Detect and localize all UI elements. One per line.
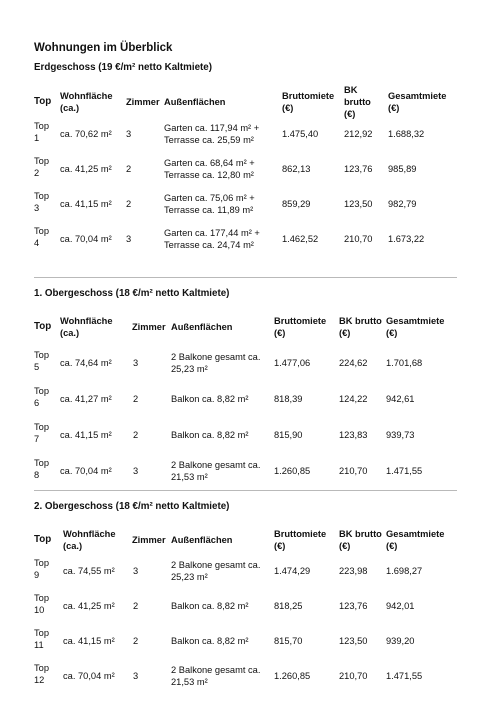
wohnflaeche-cell: ca. 41,27 m² — [60, 394, 112, 404]
aussenflaechen-line-2: 21,53 m² — [171, 677, 208, 687]
bruttomiete-cell: 1.477,06 — [274, 358, 311, 368]
section-title: 1. Obergeschoss (18 €/m² netto Kaltmiete) — [34, 288, 230, 299]
zimmer-cell: 3 — [126, 234, 132, 244]
bruttomiete-cell: 862,13 — [282, 164, 311, 174]
bk-brutto-cell: 210,70 — [339, 671, 368, 681]
aussenflaechen-line-1: Garten ca. 177,44 m² + — [164, 228, 260, 238]
bk-brutto-cell: 210,70 — [339, 466, 368, 476]
header-wohnflaeche: Wohnfläche (ca.) — [60, 91, 113, 113]
bk-brutto-cell: 123,50 — [344, 199, 373, 209]
wohnflaeche-cell: ca. 74,55 m² — [63, 566, 115, 576]
top-number: 2 — [34, 168, 40, 178]
header-aussenflaechen: Außenflächen — [171, 535, 233, 545]
zimmer-cell: 2 — [126, 164, 132, 174]
top-label: Top — [34, 458, 49, 468]
top-number: 6 — [34, 398, 40, 408]
top-label: Top — [34, 628, 49, 638]
bruttomiete-cell: 859,29 — [282, 199, 311, 209]
bruttomiete-cell: 1.475,40 — [282, 129, 319, 139]
section-title: 2. Obergeschoss (18 €/m² netto Kaltmiete) — [34, 501, 230, 512]
aussenflaechen-line-2: 21,53 m² — [171, 472, 208, 482]
zimmer-cell: 3 — [133, 566, 139, 576]
gesamtmiete-cell: 939,73 — [386, 430, 415, 440]
zimmer-cell: 2 — [126, 199, 132, 209]
header-zimmer: Zimmer — [126, 97, 160, 107]
wohnflaeche-cell: ca. 74,64 m² — [60, 358, 112, 368]
top-number: 7 — [34, 434, 40, 444]
gesamtmiete-cell: 1.688,32 — [388, 129, 425, 139]
header-wohnflaeche: Wohnfläche (ca.) — [63, 529, 116, 551]
header-top: Top — [34, 96, 52, 107]
bk-brutto-cell: 123,76 — [339, 601, 368, 611]
aussenflaechen-line-1: 2 Balkone gesamt ca. — [171, 665, 261, 675]
gesamtmiete-cell: 939,20 — [386, 636, 415, 646]
bk-brutto-cell: 124,22 — [339, 394, 368, 404]
wohnflaeche-cell: ca. 70,62 m² — [60, 129, 112, 139]
bruttomiete-cell: 1.474,29 — [274, 566, 311, 576]
bk-brutto-cell: 210,70 — [344, 234, 373, 244]
zimmer-cell: 3 — [126, 129, 132, 139]
top-number: 4 — [34, 238, 40, 248]
header-zimmer: Zimmer — [132, 535, 166, 545]
table-row — [34, 385, 457, 425]
aussenflaechen-cell: Balkon ca. 8,82 m² — [171, 430, 249, 440]
header-bk-brutto: BK brutto (€) — [339, 529, 382, 551]
page-title: Wohnungen im Überblick — [34, 42, 173, 54]
wohnflaeche-cell: ca. 41,15 m² — [63, 636, 115, 646]
bruttomiete-cell: 818,39 — [274, 394, 303, 404]
header-bruttomiete: Bruttomiete (€) — [274, 316, 327, 338]
aussenflaechen-line-1: Garten ca. 68,64 m² + — [164, 158, 255, 168]
top-number: 9 — [34, 570, 40, 580]
table-row — [34, 421, 457, 461]
header-gesamtmiete: Gesamtmiete (€) — [386, 529, 445, 551]
wohnflaeche-cell: ca. 41,25 m² — [63, 601, 115, 611]
gesamtmiete-cell: 942,01 — [386, 601, 415, 611]
zimmer-cell: 2 — [133, 394, 139, 404]
bruttomiete-cell: 815,70 — [274, 636, 303, 646]
gesamtmiete-cell: 1.673,22 — [388, 234, 425, 244]
bruttomiete-cell: 815,90 — [274, 430, 303, 440]
zimmer-cell: 3 — [133, 466, 139, 476]
bruttomiete-cell: 1.462,52 — [282, 234, 319, 244]
table-row — [34, 225, 457, 265]
top-label: Top — [34, 386, 49, 396]
header-top: Top — [34, 321, 52, 332]
bk-brutto-cell: 224,62 — [339, 358, 368, 368]
top-label: Top — [34, 422, 49, 432]
top-label: Top — [34, 121, 49, 131]
top-number: 5 — [34, 362, 40, 372]
aussenflaechen-line-1: 2 Balkone gesamt ca. — [171, 460, 261, 470]
aussenflaechen-line-2: Terrasse ca. 12,80 m² — [164, 170, 254, 180]
section-divider — [34, 277, 457, 278]
top-label: Top — [34, 663, 49, 673]
zimmer-cell: 3 — [133, 358, 139, 368]
top-label: Top — [34, 191, 49, 201]
table-row — [34, 120, 457, 160]
top-label: Top — [34, 156, 49, 166]
table-row — [34, 662, 457, 702]
header-aussenflaechen: Außenflächen — [171, 322, 233, 332]
table-row — [34, 457, 457, 497]
zimmer-cell: 2 — [133, 430, 139, 440]
bk-brutto-cell: 123,76 — [344, 164, 373, 174]
top-label: Top — [34, 558, 49, 568]
aussenflaechen-line-2: Terrasse ca. 24,74 m² — [164, 240, 254, 250]
top-label: Top — [34, 350, 49, 360]
table-row — [34, 349, 457, 389]
table-row — [34, 557, 457, 597]
gesamtmiete-cell: 982,79 — [388, 199, 417, 209]
table-row — [34, 627, 457, 667]
aussenflaechen-line-1: Garten ca. 117,94 m² + — [164, 123, 260, 133]
table-row — [34, 592, 457, 632]
header-gesamtmiete: Gesamtmiete (€) — [388, 91, 447, 113]
aussenflaechen-cell: Balkon ca. 8,82 m² — [171, 636, 249, 646]
table-row — [34, 190, 457, 230]
aussenflaechen-cell: Balkon ca. 8,82 m² — [171, 394, 249, 404]
bruttomiete-cell: 818,25 — [274, 601, 303, 611]
aussenflaechen-line-2: 25,23 m² — [171, 364, 208, 374]
bk-brutto-cell: 123,50 — [339, 636, 368, 646]
top-number: 8 — [34, 470, 40, 480]
header-bruttomiete: Bruttomiete (€) — [282, 91, 335, 113]
top-number: 1 — [34, 133, 40, 143]
top-label: Top — [34, 226, 49, 236]
section-divider — [34, 490, 457, 491]
wohnflaeche-cell: ca. 70,04 m² — [60, 466, 112, 476]
gesamtmiete-cell: 942,61 — [386, 394, 415, 404]
zimmer-cell: 2 — [133, 601, 139, 611]
gesamtmiete-cell: 1.701,68 — [386, 358, 423, 368]
top-number: 11 — [34, 640, 44, 650]
top-number: 10 — [34, 605, 45, 615]
bk-brutto-cell: 212,92 — [344, 129, 373, 139]
aussenflaechen-line-2: Terrasse ca. 25,59 m² — [164, 135, 254, 145]
zimmer-cell: 2 — [133, 636, 139, 646]
table-row — [34, 155, 457, 195]
gesamtmiete-cell: 1.471,55 — [386, 466, 423, 476]
wohnflaeche-cell: ca. 70,04 m² — [60, 234, 112, 244]
header-zimmer: Zimmer — [132, 322, 166, 332]
wohnflaeche-cell: ca. 41,15 m² — [60, 430, 112, 440]
aussenflaechen-line-2: Terrasse ca. 11,89 m² — [164, 205, 254, 215]
bruttomiete-cell: 1.260,85 — [274, 466, 311, 476]
top-number: 3 — [34, 203, 40, 213]
aussenflaechen-line-1: Garten ca. 75,06 m² + — [164, 193, 255, 203]
zimmer-cell: 3 — [133, 671, 139, 681]
header-bk-brutto: BK brutto (€) — [339, 316, 382, 338]
header-wohnflaeche: Wohnfläche (ca.) — [60, 316, 113, 338]
top-number: 12 — [34, 675, 45, 685]
aussenflaechen-line-1: 2 Balkone gesamt ca. — [171, 352, 261, 362]
gesamtmiete-cell: 1.698,27 — [386, 566, 423, 576]
aussenflaechen-line-1: 2 Balkone gesamt ca. — [171, 560, 261, 570]
wohnflaeche-cell: ca. 41,25 m² — [60, 164, 112, 174]
header-gesamtmiete: Gesamtmiete (€) — [386, 316, 445, 338]
gesamtmiete-cell: 985,89 — [388, 164, 417, 174]
header-top: Top — [34, 534, 52, 545]
header-bruttomiete: Bruttomiete (€) — [274, 529, 327, 551]
bruttomiete-cell: 1.260,85 — [274, 671, 311, 681]
bk-brutto-cell: 123,83 — [339, 430, 368, 440]
header-aussenflaechen: Außenflächen — [164, 97, 226, 107]
aussenflaechen-line-2: 25,23 m² — [171, 572, 208, 582]
section-title: Erdgeschoss (19 €/m² netto Kaltmiete) — [34, 62, 213, 73]
gesamtmiete-cell: 1.471,55 — [386, 671, 423, 681]
bk-brutto-cell: 223,98 — [339, 566, 368, 576]
header-bk-brutto: BK brutto (€) — [344, 85, 371, 119]
top-label: Top — [34, 593, 49, 603]
wohnflaeche-cell: ca. 41,15 m² — [60, 199, 112, 209]
wohnflaeche-cell: ca. 70,04 m² — [63, 671, 115, 681]
aussenflaechen-cell: Balkon ca. 8,82 m² — [171, 601, 249, 611]
